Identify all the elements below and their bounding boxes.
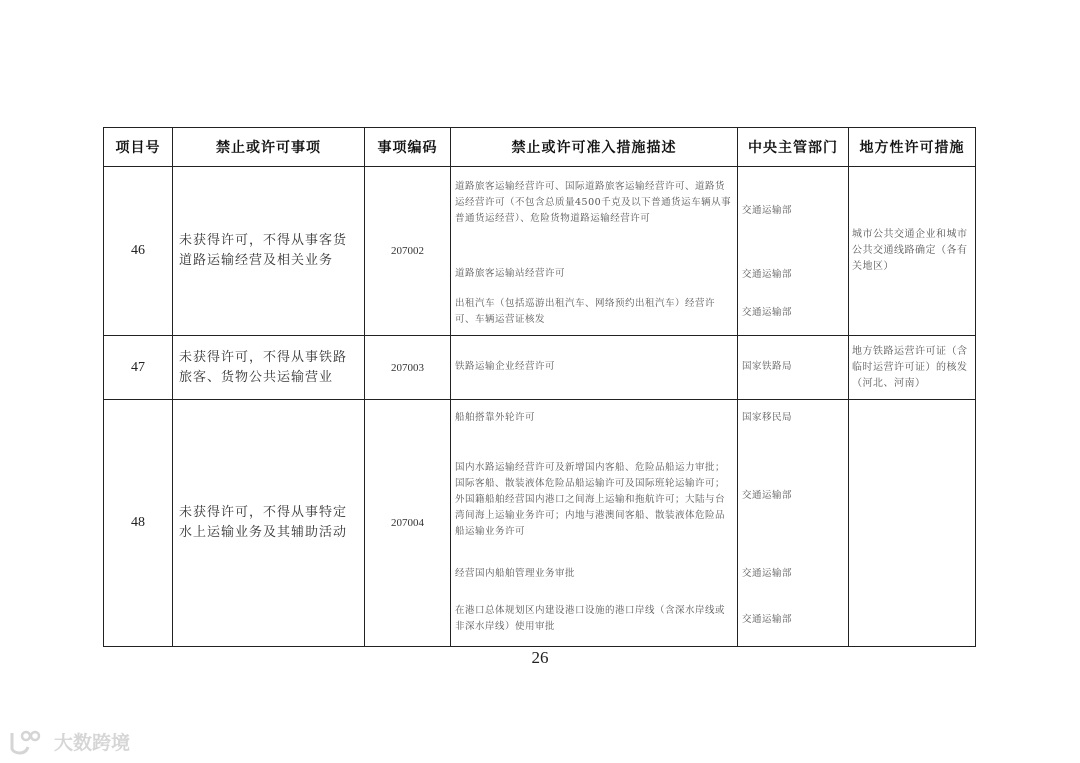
logo-icon <box>8 729 50 755</box>
item-name: 未获得许可，不得从事特定水上运输业务及其辅助活动 <box>173 400 365 647</box>
local-measure: 城市公共交通企业和城市公共交通线路确定（各有关地区） <box>849 167 976 336</box>
header-central-department: 中央主管部门 <box>738 128 849 167</box>
item-name: 未获得许可，不得从事客货道路运输经营及相关业务 <box>173 167 365 336</box>
item-number: 46 <box>104 167 173 336</box>
measure-descriptions <box>451 167 738 336</box>
central-department: 交通运输部 <box>742 269 793 280</box>
local-measure <box>849 400 976 647</box>
central-department: 交通运输部 <box>742 205 793 216</box>
header-item-number: 项目号 <box>104 128 173 167</box>
item-code: 207002 <box>365 167 451 336</box>
local-measure: 地方铁路运营许可证（含临时运营许可证）的核发（河北、河南） <box>849 336 976 400</box>
measure-description: 国内水路运输经营许可及新增国内客船、危险品船运力审批；国际客船、散装液体危险品船运输许可及国际班轮运输许可；外国籍船舶经营国内港口之间海上运输和拖航许可；大陆与台湾间海上运输业务许可；内地与港澳间客船、散装液体危险品船运输业务许可 <box>455 462 726 537</box>
item-code: 207003 <box>365 336 451 400</box>
central-department: 国家铁路局 <box>742 361 793 372</box>
table-header-row <box>104 128 976 167</box>
table-row <box>104 400 976 647</box>
central-departments <box>738 336 849 400</box>
header-item: 禁止或许可事项 <box>173 128 365 167</box>
table-row <box>104 167 976 336</box>
central-departments <box>738 400 849 647</box>
central-department: 交通运输部 <box>742 307 793 318</box>
measure-description: 铁路运输企业经营许可 <box>455 361 556 372</box>
item-number: 48 <box>104 400 173 647</box>
measure-description: 道路旅客运输站经营许可 <box>455 268 566 279</box>
item-number: 47 <box>104 336 173 400</box>
header-code: 事项编码 <box>365 128 451 167</box>
central-departments <box>738 167 849 336</box>
central-department: 国家移民局 <box>742 412 793 423</box>
page-number: 26 <box>531 648 549 667</box>
header-local-measures: 地方性许可措施 <box>849 128 976 167</box>
measure-descriptions <box>451 400 738 647</box>
header-measure-description: 禁止或许可准入措施描述 <box>451 128 738 167</box>
central-department: 交通运输部 <box>742 568 793 579</box>
watermark-text: 大数跨境 <box>54 732 131 754</box>
table-row <box>104 336 976 400</box>
measure-descriptions <box>451 336 738 400</box>
measure-description: 经营国内船舶管理业务审批 <box>455 568 576 579</box>
item-name: 未获得许可，不得从事铁路旅客、货物公共运输营业 <box>173 336 365 400</box>
central-department: 交通运输部 <box>742 614 793 625</box>
measure-description: 船舶搭靠外轮许可 <box>455 412 536 423</box>
permit-table <box>103 127 976 647</box>
watermark <box>8 728 130 755</box>
measure-description: 在港口总体规划区内建设港口设施的港口岸线（含深水岸线或非深水岸线）使用审批 <box>455 605 726 632</box>
measure-description: 道路旅客运输经营许可、国际道路旅客运输经营许可、道路货运经营许可（不包含总质量4500千克及以下普通货运车辆从事普通货运经营）、危险货物道路运输经营许可 <box>455 181 732 224</box>
measure-description: 出租汽车（包括巡游出租汽车、网络预约出租汽车）经营许可、车辆运营证核发 <box>455 298 716 325</box>
central-department: 交通运输部 <box>742 490 793 501</box>
item-code: 207004 <box>365 400 451 647</box>
